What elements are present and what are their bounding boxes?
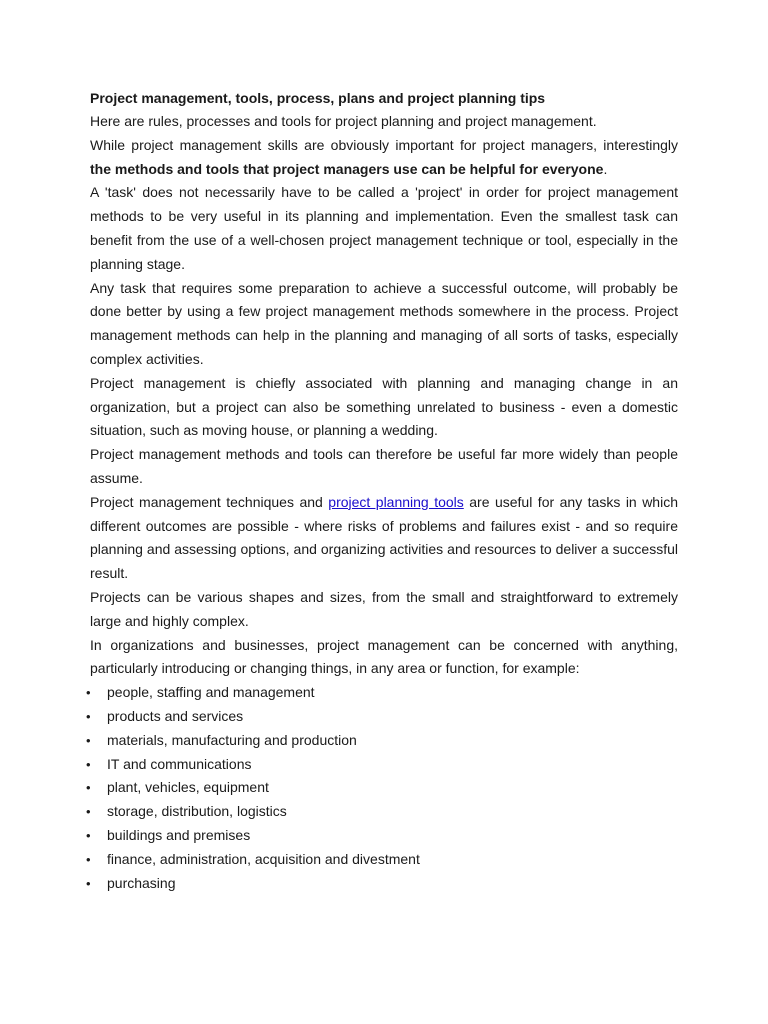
bullet-icon: • bbox=[86, 875, 91, 891]
paragraph-change: Project management is chiefly associated with planning and managing change in an organization, but a project can also be something unrelated to business - even a domestic situation, such as moving house, or planning a wedding. bbox=[90, 374, 678, 439]
list-item-text: materials, manufacturing and production bbox=[107, 731, 357, 748]
list-item bbox=[0, 729, 678, 753]
paragraph-techniques bbox=[90, 491, 678, 586]
list-item bbox=[0, 776, 678, 800]
bullet-icon: • bbox=[86, 685, 91, 701]
paragraph-skills-end: . bbox=[603, 160, 608, 177]
paragraph-skills-text: While project management skills are obviously important for project managers, interestingly bbox=[90, 136, 678, 153]
list-item-text: IT and communications bbox=[107, 755, 252, 772]
bullet-icon: • bbox=[86, 708, 91, 724]
bullet-icon: • bbox=[86, 851, 91, 867]
list-item bbox=[0, 753, 678, 777]
paragraph-skills bbox=[90, 134, 678, 182]
example-areas-list bbox=[0, 681, 678, 895]
list-item bbox=[0, 872, 678, 896]
intro-paragraph: Here are rules, processes and tools for project planning and project management. bbox=[90, 113, 597, 129]
paragraph-techniques-text: Project management techniques and bbox=[90, 493, 329, 510]
paragraph-widely-useful: Project management methods and tools can therefore be useful far more widely than people assume. bbox=[90, 446, 678, 486]
list-item-text: buildings and premises bbox=[107, 826, 251, 843]
list-item-text: purchasing bbox=[107, 874, 176, 891]
list-item bbox=[0, 705, 678, 729]
bullet-icon: • bbox=[86, 804, 91, 820]
paragraph-techniques-rest: are useful for any tasks in which different outcomes are possible - where risks of problems and failures exist - and so require planning and assessing options, and organizing activities and resources to deliver a successful result. bbox=[90, 493, 678, 582]
paragraph-organizations: In organizations and businesses, project management can be concerned with anything, particularly introducing or changing things, in any area or function, for example: bbox=[90, 636, 678, 677]
project-planning-tools-link[interactable]: project planning tools bbox=[328, 493, 464, 510]
list-item-text: finance, administration, acquisition and divestment bbox=[107, 850, 420, 867]
list-item-text: storage, distribution, logistics bbox=[107, 803, 287, 820]
paragraph-task: A 'task' does not necessarily have to be called a 'project' in order for project management methods to be very useful in its planning and implementation. Even the smallest task can benefit from the use of a well-chosen project management technique or tool, especially in the planning stage. bbox=[90, 184, 678, 272]
list-item bbox=[0, 681, 678, 705]
paragraph-skills-bold: the methods and tools that project managers use can be helpful for everyone bbox=[90, 160, 604, 177]
document-body bbox=[86, 86, 678, 895]
bullet-icon: • bbox=[86, 827, 91, 843]
list-item-text: people, staffing and management bbox=[107, 684, 315, 701]
list-item-text: products and services bbox=[107, 707, 244, 724]
list-item bbox=[0, 824, 678, 848]
list-item-text: plant, vehicles, equipment bbox=[107, 779, 269, 796]
paragraph-shapes-sizes: Projects can be various shapes and sizes, from the small and straightforward to extremely large and highly complex. bbox=[90, 588, 678, 629]
paragraph-preparation: Any task that requires some preparation to achieve a successful outcome, will probably be done better by using a few project management methods somewhere in the process. Project management methods can help in the planning and managing of all sorts of tasks, especially complex activities. bbox=[90, 279, 678, 367]
document-title: Project management, tools, process, plans and project planning tips bbox=[90, 90, 546, 106]
bullet-icon: • bbox=[86, 756, 91, 772]
list-item bbox=[0, 848, 678, 872]
list-item bbox=[0, 800, 678, 824]
bullet-icon: • bbox=[86, 780, 91, 796]
bullet-icon: • bbox=[86, 732, 91, 748]
